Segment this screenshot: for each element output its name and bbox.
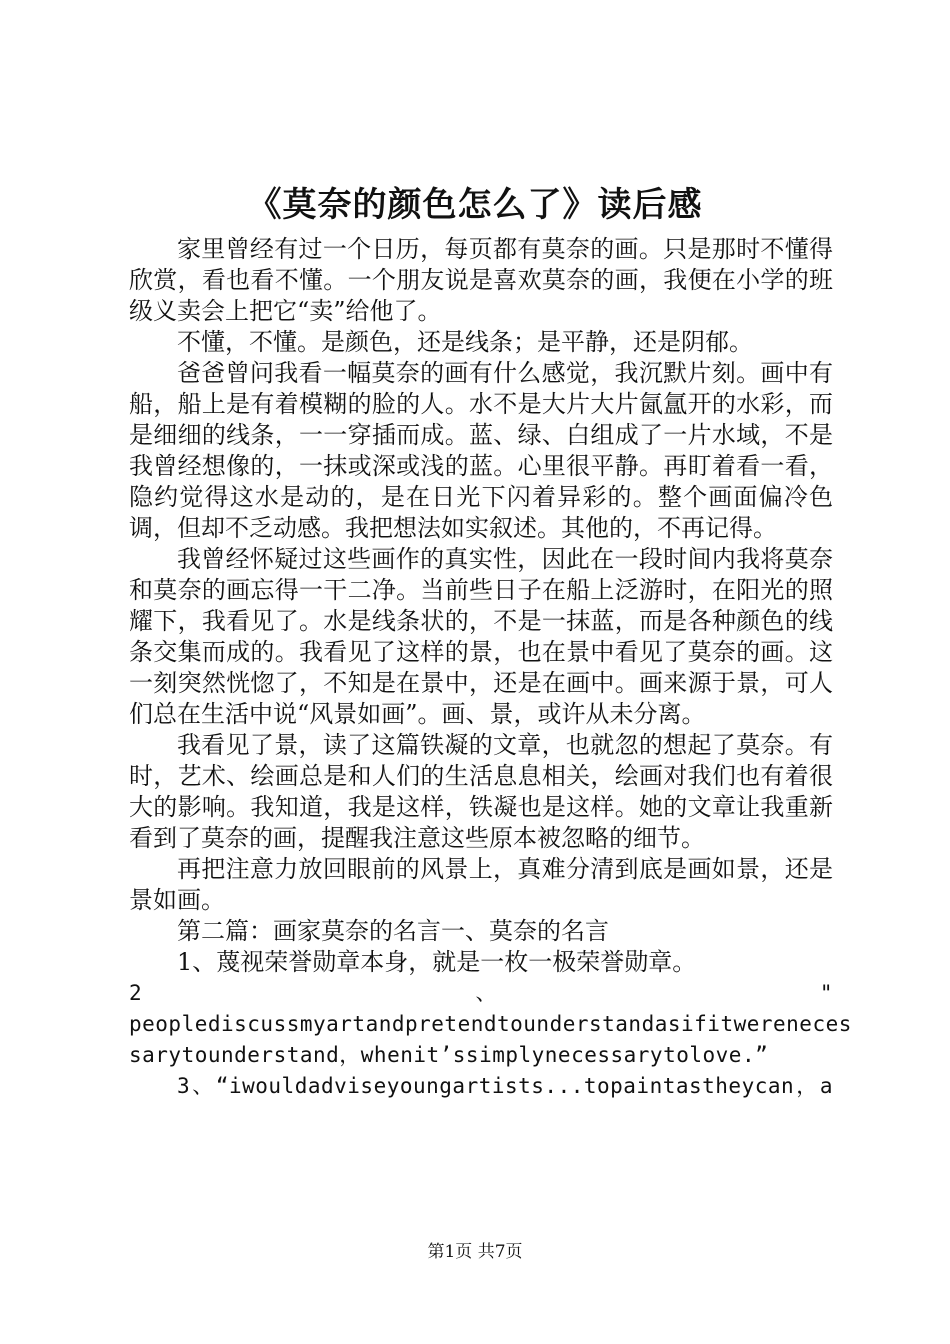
section-heading-quotes: 第二篇：画家莫奈的名言一、莫奈的名言	[177, 917, 609, 945]
quote-2-line-2: sarytounderstand，whenit’ssimplynecessarytolove.”	[129, 1043, 769, 1067]
quote-3-line: 3、“iwouldadviseyoungartists...topaintastheycan，a	[177, 1074, 833, 1098]
document-body	[129, 234, 852, 1102]
paragraph-scenery: 再把注意力放回眼前的风景上，真难分清到底是画如景，还是景如画。	[129, 855, 833, 914]
quote-2-line-1: peoplediscussmyartandpretendtounderstandasifitwereneces	[129, 1012, 852, 1036]
paragraph-doubt: 我曾经怀疑过这些画作的真实性，因此在一段时间内我将莫奈和莫奈的画忘得一干二净。当前些日子在船上泛游时，在阳光的照耀下，我看见了。水是线条状的，不是一抹蓝，而是各种颜色的线条交集而成的。我看见了这样的景，也在景中看见了莫奈的画。这一刻突然恍惚了，不知是在景中，还是在画中。画来源于景，可人们总在生活中说“风景如画”。画、景，或许从未分离。	[129, 545, 833, 728]
paragraph-tie-ning: 我看见了景，读了这篇铁凝的文章，也就忽的想起了莫奈。有时，艺术、绘画总是和人们的生活息息相关，绘画对我们也有着很大的影响。我知道，我是这样，铁凝也是这样。她的文章让我重新看到了莫奈的画，提醒我注意这些原本被忽略的细节。	[129, 731, 833, 852]
page-number-footer: 第1页 共7页	[427, 1242, 523, 1262]
paragraph-father-question: 爸爸曾问我看一幅莫奈的画有什么感觉，我沉默片刻。画中有船，船上是有着模糊的脸的人。水不是大片大片氤氲开的水彩，而是细细的线条，一一穿插而成。蓝、绿、白组成了一片水域，不是我曾经想像的，一抹或深或浅的蓝。心里很平静。再盯着看一看，隐约觉得这水是动的，是在日光下闪着异彩的。整个画面偏冷色调，但却不乏动感。我把想法如实叙述。其他的，不再记得。	[129, 359, 833, 542]
paragraph-calendar: 家里曾经有过一个日历，每页都有莫奈的画。只是那时不懂得欣赏，看也看不懂。一个朋友说是喜欢莫奈的画，我便在小学的班级义卖会上把它“卖”给他了。	[129, 235, 833, 325]
paragraph-not-understand: 不懂，不懂。是颜色，还是线条；是平静，还是阴郁。	[177, 328, 753, 356]
quote-2-number-line: 2 、 "	[129, 981, 833, 1005]
quote-1: 1、蔑视荣誉勋章本身，就是一枚一极荣誉勋章。	[177, 948, 697, 976]
document-title: 《莫奈的颜色怎么了》读后感	[247, 185, 703, 225]
